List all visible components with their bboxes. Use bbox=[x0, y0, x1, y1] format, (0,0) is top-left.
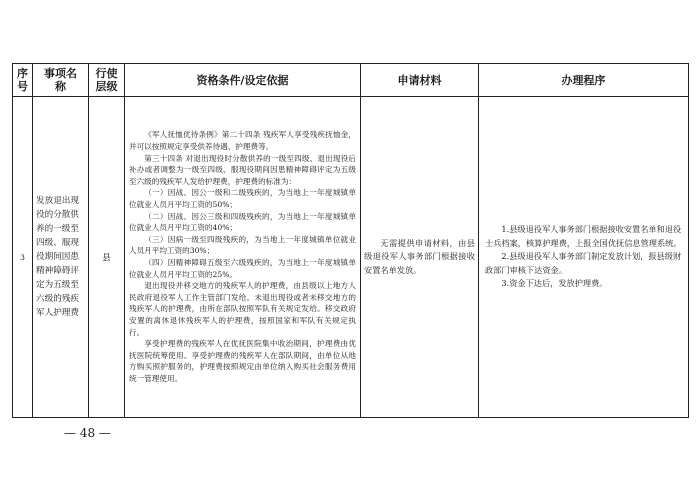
materials-text: 无需提供申请材料，由县级退役军人事务部门根据接收安置名单发放。 bbox=[364, 237, 475, 275]
procedure-step: 3.资金下达后，发放护理费。 bbox=[501, 278, 608, 289]
basis-paragraph: （四）因精神障碍五级至六级残疾的，为当地上一年度城镇单位就业人员月平均工资的25%。 bbox=[129, 258, 356, 279]
row-procedure bbox=[479, 97, 689, 418]
basis-paragraph: 第三十四条 对退出现役时分散供养的一级至四级、退出现役后补办或者调整为一级至四级、服现役期间因患精神障碍评定为五级至六级的残疾军人发给护理费，护理费的标准为： bbox=[129, 153, 356, 186]
policy-table bbox=[12, 63, 689, 418]
procedure-step: 1.县级退役军人事务部门根据接收安置名单和退役士兵档案，核算护理费，上报全国优抚信息管理系统。 bbox=[485, 224, 682, 248]
basis-paragraph: （一）因战、因公一级和二级残疾的，为当地上一年度城镇单位就业人员月平均工资的50%； bbox=[129, 188, 356, 210]
header-materials: 申请材料 bbox=[361, 64, 479, 97]
header-seq: 序号 bbox=[13, 64, 33, 97]
table-row bbox=[13, 97, 689, 418]
procedure-step: 2.县级退役军人事务部门制定发放计划，报县级财政部门审核下达资金。 bbox=[485, 251, 682, 275]
header-item-name: 事项名称 bbox=[33, 64, 89, 97]
basis-paragraph: （三）因病一级至四级残疾的，为当地上一年度城镇单位就业人员月平均工资的30%； bbox=[129, 234, 356, 256]
row-seq: 3 bbox=[13, 97, 33, 418]
table-header-row bbox=[13, 64, 689, 97]
basis-paragraph: 退出现役并移交地方的残疾军人的护理费，由县级以上地方人民政府退役军人工作主管部门发给。未退出现役或者未移交地方的残疾军人的护理费，由所在部队按照军队有关规定发给。移交政府安置的离休退休残疾军人的护理费，按照国家和军队有关规定执行。 bbox=[129, 281, 356, 337]
basis-paragraph: 享受护理费的残疾军人在优抚医院集中收治期间，护理费由优抚医院统筹使用。享受护理费的残疾军人在部队期间，由单位从地方购买照护服务的，护理费按照规定由单位纳入购买社会服务费用统一管理使用。 bbox=[129, 339, 356, 383]
page-number: — 48 — bbox=[64, 426, 111, 440]
header-level: 行使层级 bbox=[89, 64, 125, 97]
row-item-name: 发放退出现役的分散供养的一级至四级、服现役期间因患精神障碍评定为五级至六级的残疾军人护理费 bbox=[33, 97, 89, 418]
basis-paragraph: 《军人抚恤优待条例》第二十四条 残疾军人享受残疾抚恤金，并可以按照规定享受供养待遇、护理费等。 bbox=[129, 130, 356, 152]
basis-paragraph: （二）因战、因公三级和四级残疾的，为当地上一年度城镇单位就业人员月平均工资的40%； bbox=[129, 211, 356, 233]
header-basis: 资格条件/设定依据 bbox=[125, 64, 361, 97]
row-basis bbox=[125, 97, 361, 418]
header-procedure: 办理程序 bbox=[479, 64, 689, 97]
row-materials bbox=[361, 97, 479, 418]
row-level: 县 bbox=[89, 97, 125, 418]
